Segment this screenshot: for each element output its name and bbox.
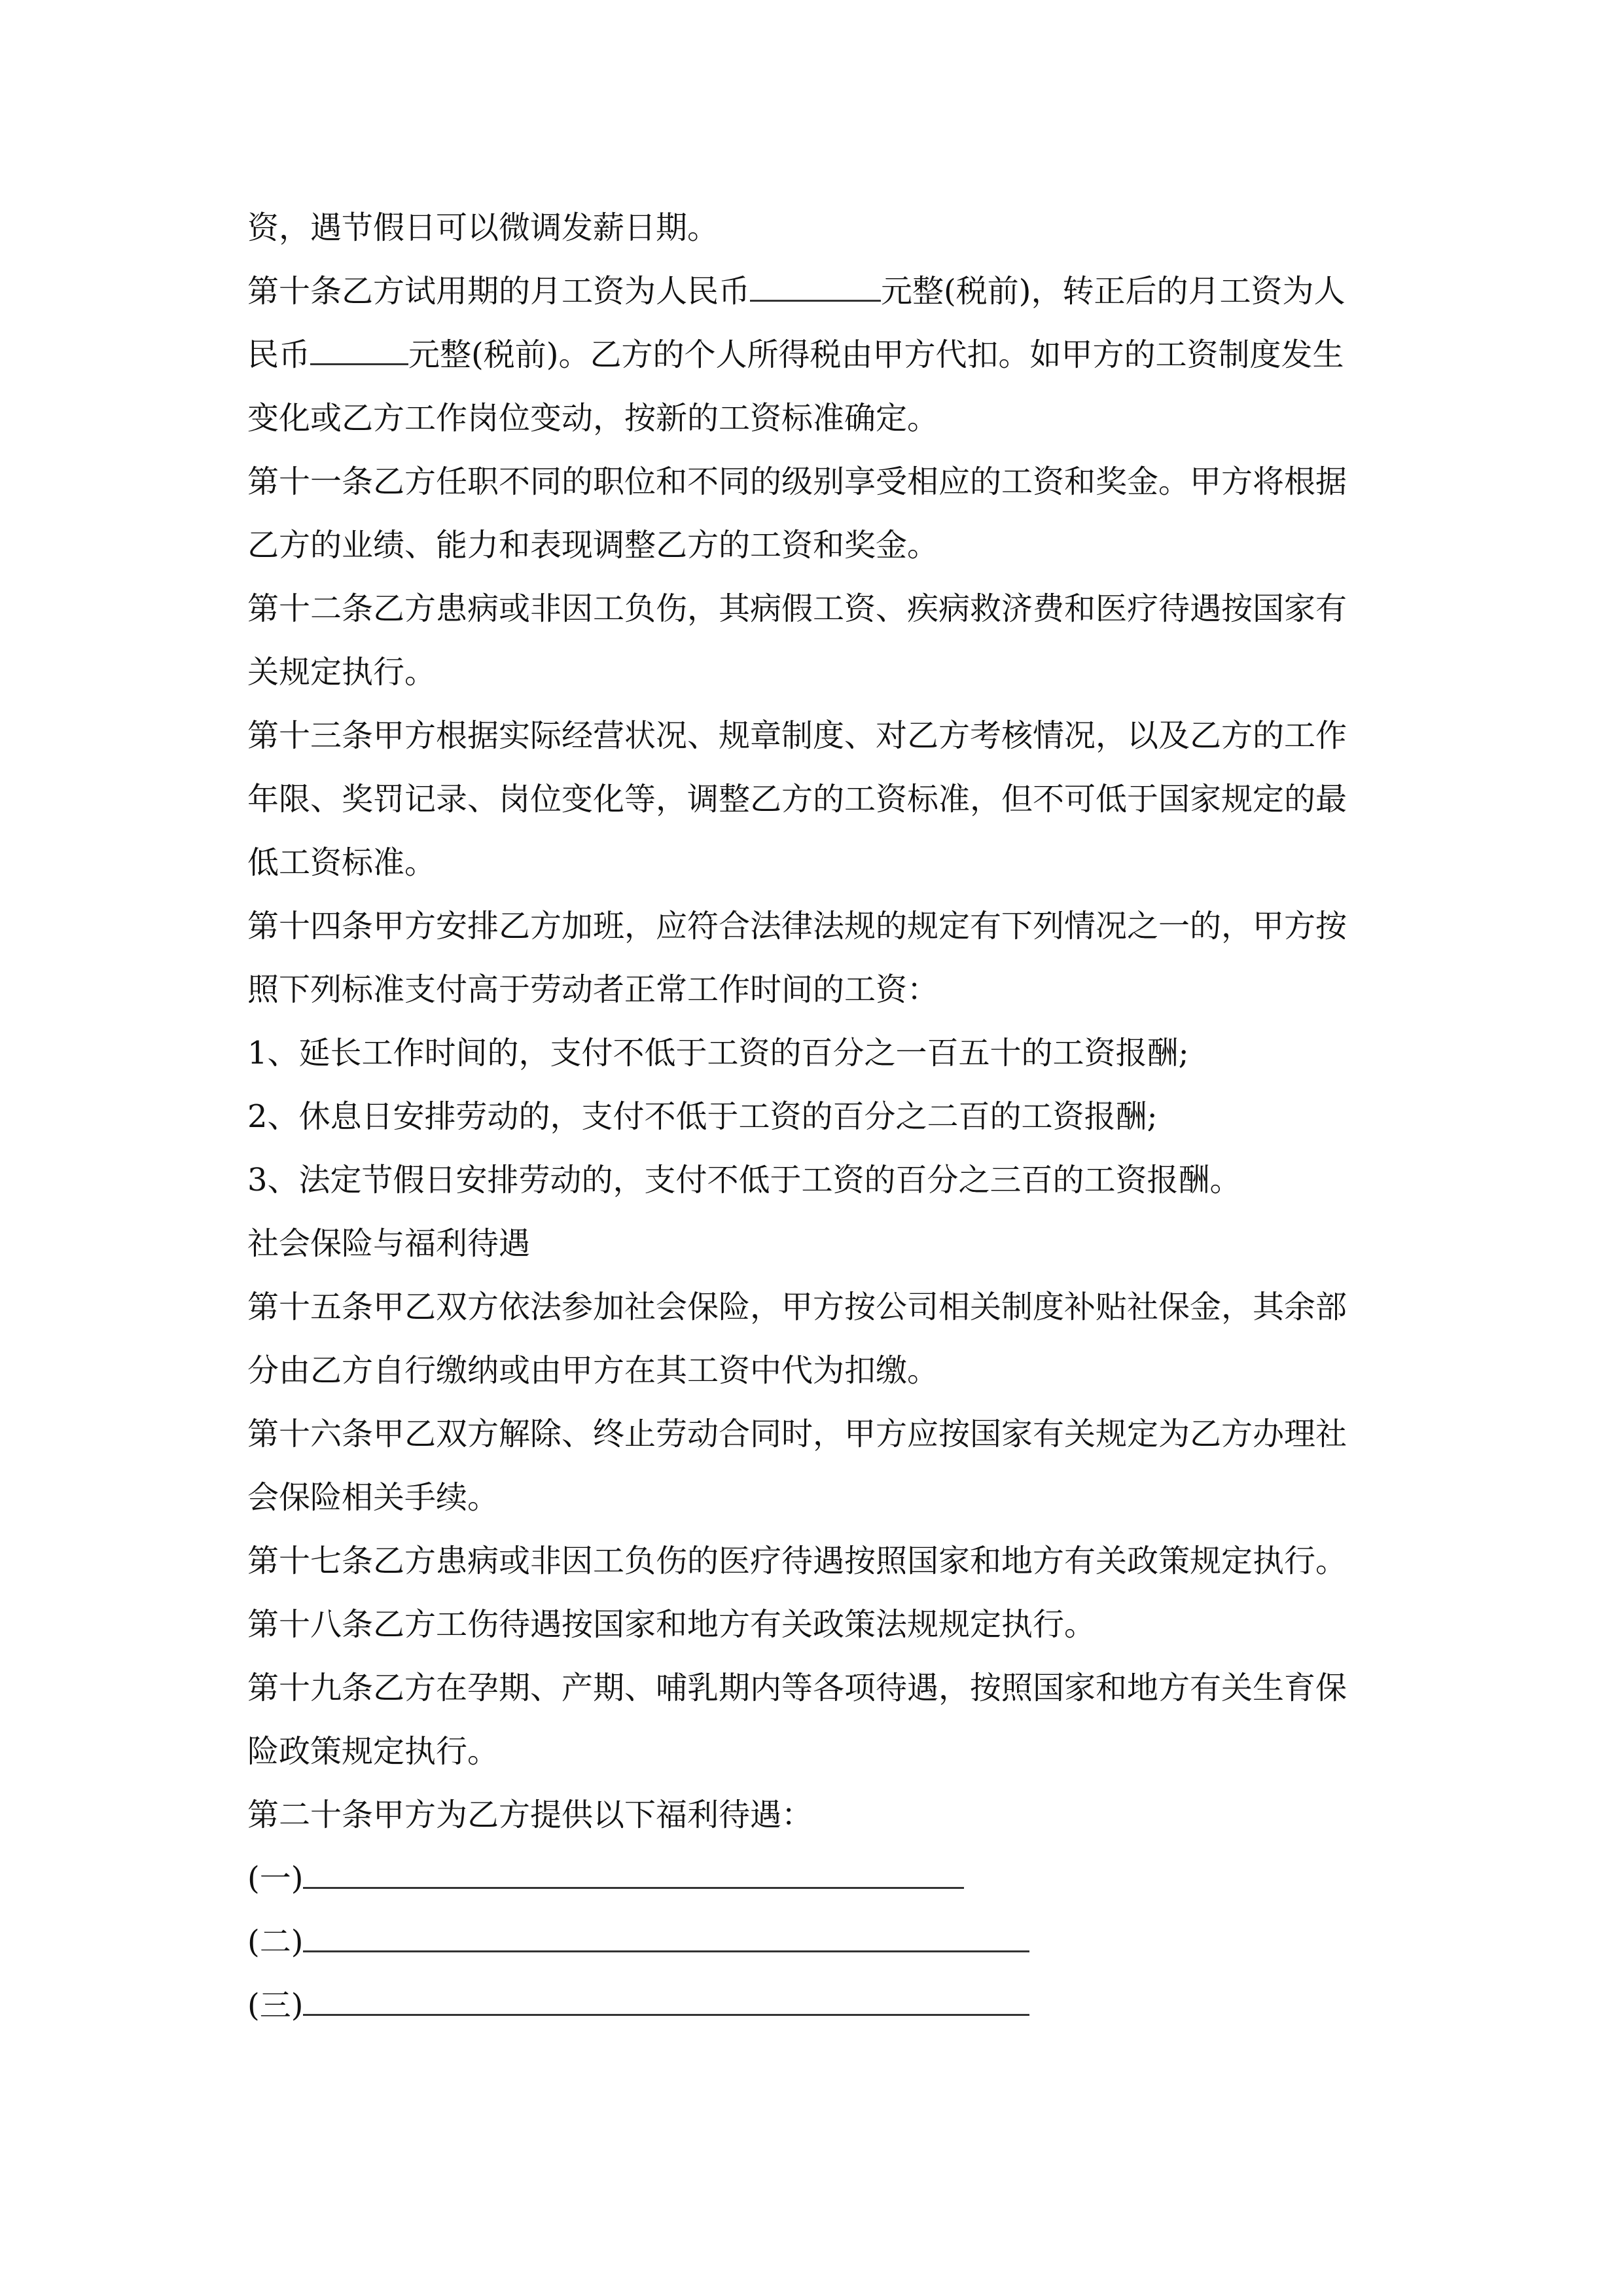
text-line-18: 分由乙方自行缴纳或由甲方在其工资中代为扣缴。: [247, 1352, 939, 1389]
blank-probation-salary: [750, 271, 881, 302]
text-line-7: 第十二条乙方患病或非因工负伤，其病假工资、疾病救济费和医疗待遇按国家有: [247, 590, 1347, 627]
text-line-8: 关规定执行。: [247, 654, 437, 691]
section-heading: 社会保险与福利待遇: [247, 1225, 531, 1262]
text-line-1: 资，遇节假日可以微调发薪日期。: [247, 209, 719, 246]
benefit-item-1: (一): [247, 1847, 1393, 1910]
text-line-24: 险政策规定执行。: [247, 1733, 499, 1770]
blank-benefit-3: [303, 1985, 1029, 2016]
text-line-13: 照下列标准支付高于劳动者正常工作时间的工资：: [247, 971, 939, 1008]
text-line-10: 年限、奖罚记录、岗位变化等，调整乙方的工资标准，但不可低于国家规定的最: [247, 781, 1347, 817]
blank-benefit-1: [303, 1858, 964, 1889]
text-line-21: 第十七条乙方患病或非因工负伤的医疗待遇按照国家和地方有关政策规定执行。: [247, 1543, 1347, 1579]
text-line-11: 低工资标准。: [247, 844, 437, 881]
text-line-23: 第十九条乙方在孕期、产期、哺乳期内等各项待遇，按照国家和地方有关生育保: [247, 1670, 1347, 1706]
text-line-4: 变化或乙方工作岗位变动，按新的工资标准确定。: [247, 400, 939, 437]
text-line-14: 1、延长工作时间的，支付不低于工资的百分之一百五十的工资报酬;: [247, 1035, 1189, 1071]
text-line-9: 第十三条甲方根据实际经营状况、规章制度、对乙方考核情况，以及乙方的工作: [247, 717, 1347, 754]
text-line-22: 第十八条乙方工伤待遇按国家和地方有关政策法规规定执行。: [247, 1606, 1096, 1643]
benefit-item-3: (三): [247, 1974, 1393, 2037]
text-line-6: 乙方的业绩、能力和表现调整乙方的工资和奖金。: [247, 527, 939, 564]
document-page: [247, 196, 1393, 2037]
blank-regular-salary: [310, 334, 408, 365]
text-line-25: 第二十条甲方为乙方提供以下福利待遇：: [247, 1797, 813, 1833]
text-line-15: 2、休息日安排劳动的，支付不低于工资的百分之二百的工资报酬;: [247, 1098, 1158, 1135]
text-line-20: 会保险相关手续。: [247, 1479, 499, 1516]
text-line-3: 民币 元整(税前)。乙方的个人所得税由甲方代扣。如甲方的工资制度发生: [247, 323, 1393, 387]
text-line-12: 第十四条甲方安排乙方加班，应符合法律法规的规定有下列情况之一的，甲方按: [247, 908, 1347, 944]
text-line-17: 第十五条甲乙双方依法参加社会保险，甲方按公司相关制度补贴社保金，其余部: [247, 1289, 1347, 1325]
benefit-item-2: (二): [247, 1910, 1393, 1974]
text-line-19: 第十六条甲乙双方解除、终止劳动合同时，甲方应按国家有关规定为乙方办理社: [247, 1416, 1347, 1452]
text-line-2: 第十条乙方试用期的月工资为人民币 元整(税前)，转正后的月工资为人: [247, 260, 1393, 323]
text-line-16: 3、法定节假日安排劳动的，支付不低于工资的百分之三百的工资报酬。: [247, 1162, 1241, 1198]
text-line-5: 第十一条乙方任职不同的职位和不同的级别享受相应的工资和奖金。甲方将根据: [247, 463, 1347, 500]
blank-benefit-2: [303, 1922, 1029, 1952]
